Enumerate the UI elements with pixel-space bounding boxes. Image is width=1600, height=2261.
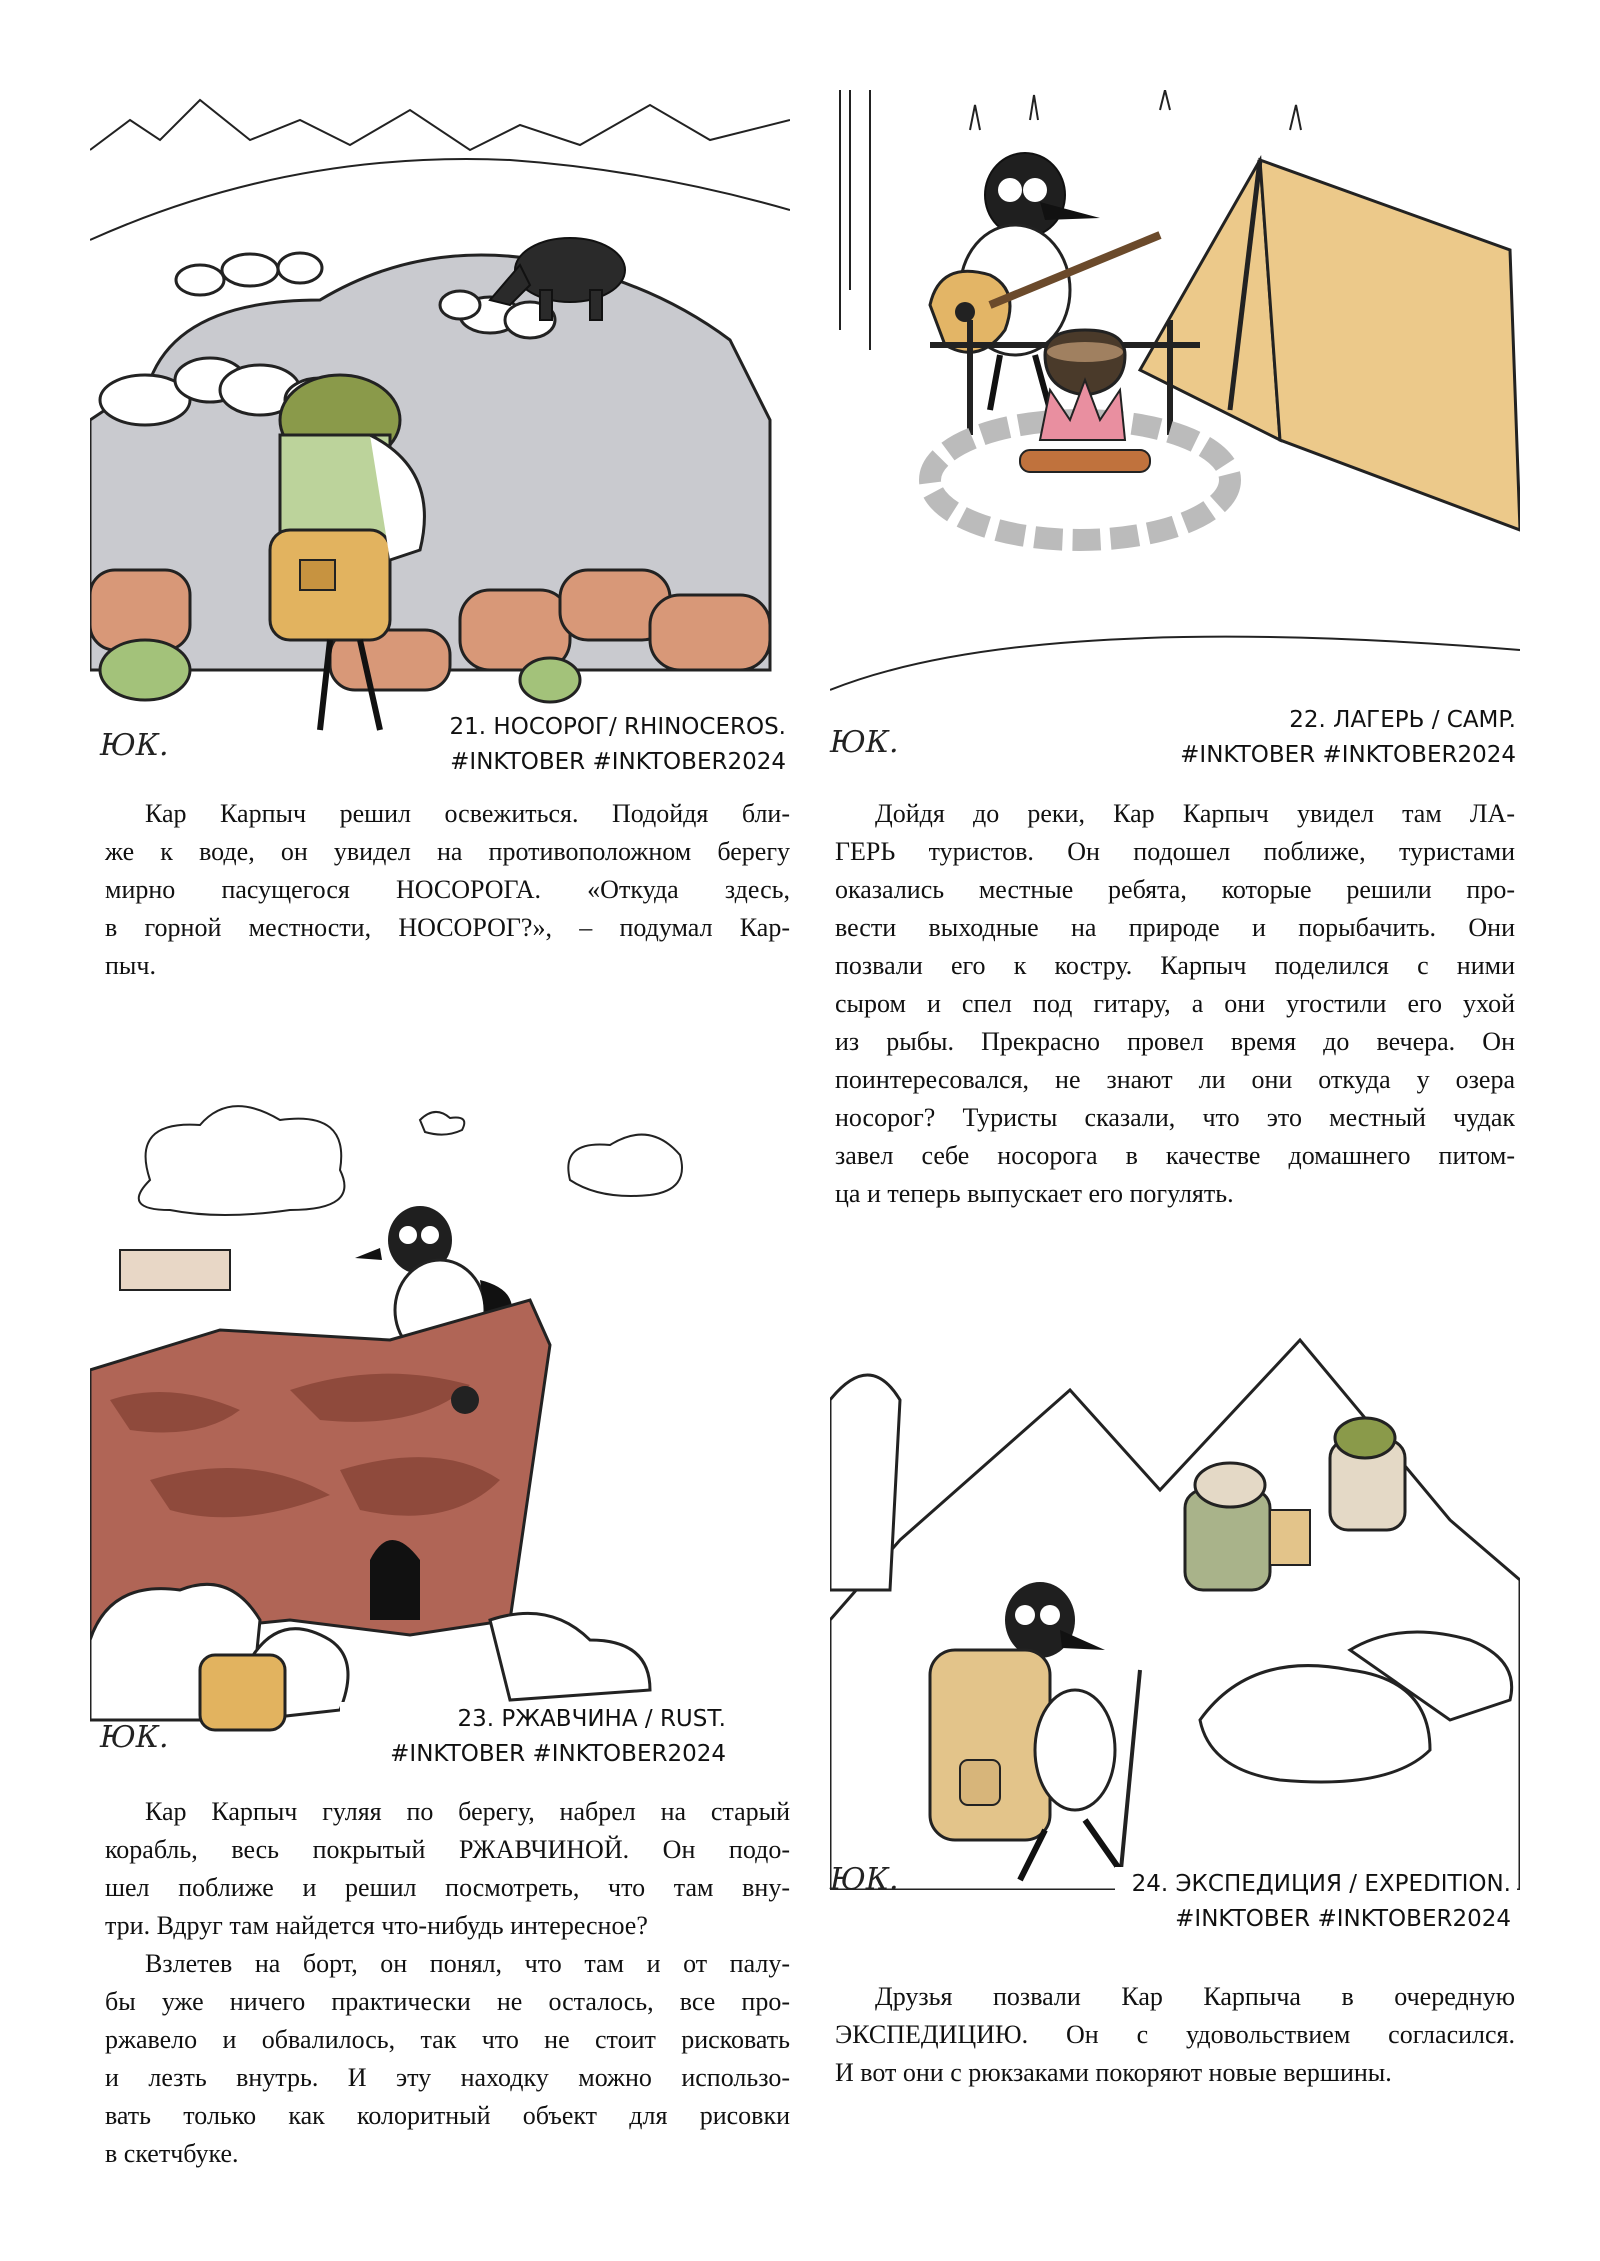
panel-expedition-caption bbox=[1115, 1867, 1517, 1937]
story-line: Дойдя до реки, Кар Карпыч увидел там ЛА- bbox=[875, 799, 1515, 828]
panel-rhinoceros-caption bbox=[400, 710, 792, 780]
story-line: три. Вдруг там найдется что-нибудь интересное? bbox=[105, 1911, 648, 1940]
caption-title: 23. РЖАВЧИНА / RUST. bbox=[457, 1706, 726, 1732]
story-line: поинтересовался, не знают ли они откуда у озера bbox=[835, 1065, 1515, 1094]
caption-tags: #INKTOBER #INKTOBER2024 bbox=[1175, 1906, 1511, 1932]
artist-signature: ЮК. bbox=[100, 728, 169, 763]
panel-camp-caption bbox=[1130, 703, 1522, 773]
caption-title: 22. ЛАГЕРЬ / CAMP. bbox=[1289, 707, 1516, 733]
story-line: и лезть внутрь. И эту находку можно использо- bbox=[105, 2063, 790, 2092]
story-line: Взлетев на борт, он понял, что там и от палу- bbox=[145, 1949, 790, 1978]
artist-signature: ЮК. bbox=[830, 725, 899, 760]
story-line: вести выходные на природе и порыбачить. Они bbox=[835, 913, 1515, 942]
story-rhinoceros bbox=[105, 795, 790, 985]
story-line: ЭКСПЕДИЦИЮ. Он с удовольствием согласился. bbox=[835, 2020, 1515, 2049]
story-line: Кар Карпыч решил освежиться. Подойдя бли- bbox=[145, 799, 790, 828]
story-line: Друзья позвали Кар Карпыча в очередную bbox=[875, 1982, 1515, 2011]
story-line: шел поближе и решил посмотреть, что там вну- bbox=[105, 1873, 790, 1902]
story-line: в горной местности, НОСОРОГ?», – подумал Кар- bbox=[105, 913, 790, 942]
caption-title: 21. НОСОРОГ/ RHINOCEROS. bbox=[449, 714, 786, 740]
artist-signature: ЮК. bbox=[100, 1720, 169, 1755]
artist-signature: ЮК. bbox=[830, 1862, 899, 1897]
story-paragraph bbox=[105, 1793, 790, 1945]
story-line: Кар Карпыч гуляя по берегу, набрел на старый bbox=[145, 1797, 790, 1826]
story-line: ржавело и обвалилось, так что не стоит рисковать bbox=[105, 2025, 790, 2054]
panel-expedition-illustration bbox=[830, 1320, 1520, 1890]
story-paragraph bbox=[105, 795, 790, 985]
panel-rust-caption bbox=[340, 1702, 732, 1772]
story-line: ца и теперь выпускает его погулять. bbox=[835, 1179, 1234, 1208]
story-line: бы уже ничего практически не осталось, все про- bbox=[105, 1987, 790, 2016]
caption-title: 24. ЭКСПЕДИЦИЯ / EXPEDITION. bbox=[1131, 1871, 1511, 1897]
story-rust bbox=[105, 1793, 790, 2173]
panel-camp-illustration bbox=[830, 90, 1520, 770]
story-line: сыром и спел под гитару, а они угостили его ухой bbox=[835, 989, 1515, 1018]
panel-rhinoceros-illustration bbox=[90, 90, 790, 770]
story-line: И вот они с рюкзаками покоряют новые вершины. bbox=[835, 2058, 1392, 2087]
story-line: ГЕРЬ туристов. Он подошел поближе, туристами bbox=[835, 837, 1515, 866]
story-line: носорог? Туристы сказали, что это местный чудак bbox=[835, 1103, 1515, 1132]
panel-rust-illustration bbox=[90, 1100, 790, 1770]
story-line: из рыбы. Прекрасно провел время до вечера. Он bbox=[835, 1027, 1515, 1056]
caption-tags: #INKTOBER #INKTOBER2024 bbox=[390, 1741, 726, 1767]
story-line: позвали его к костру. Карпыч поделился с ними bbox=[835, 951, 1515, 980]
story-camp bbox=[835, 795, 1515, 1213]
story-line: мирно пасущегося НОСОРОГА. «Откуда здесь, bbox=[105, 875, 790, 904]
story-line: оказались местные ребята, которые решили про- bbox=[835, 875, 1515, 904]
crow-with-guitar bbox=[930, 153, 1160, 410]
story-line: пыч. bbox=[105, 951, 156, 980]
story-line: же к воде, он увидел на противоположном берегу bbox=[105, 837, 790, 866]
story-expedition bbox=[835, 1978, 1515, 2092]
story-paragraph bbox=[105, 1945, 790, 2173]
story-paragraph bbox=[835, 795, 1515, 1213]
story-line: корабль, весь покрытый РЖАВЧИНОЙ. Он подо- bbox=[105, 1835, 790, 1864]
story-line: в скетчбуке. bbox=[105, 2139, 239, 2168]
story-line: завел себе носорога в качестве домашнего питом- bbox=[835, 1141, 1515, 1170]
story-line: вать только как колоритный объект для рисовки bbox=[105, 2101, 790, 2130]
caption-tags: #INKTOBER #INKTOBER2024 bbox=[1180, 742, 1516, 768]
caption-tags: #INKTOBER #INKTOBER2024 bbox=[450, 749, 786, 775]
story-paragraph bbox=[835, 1978, 1515, 2092]
